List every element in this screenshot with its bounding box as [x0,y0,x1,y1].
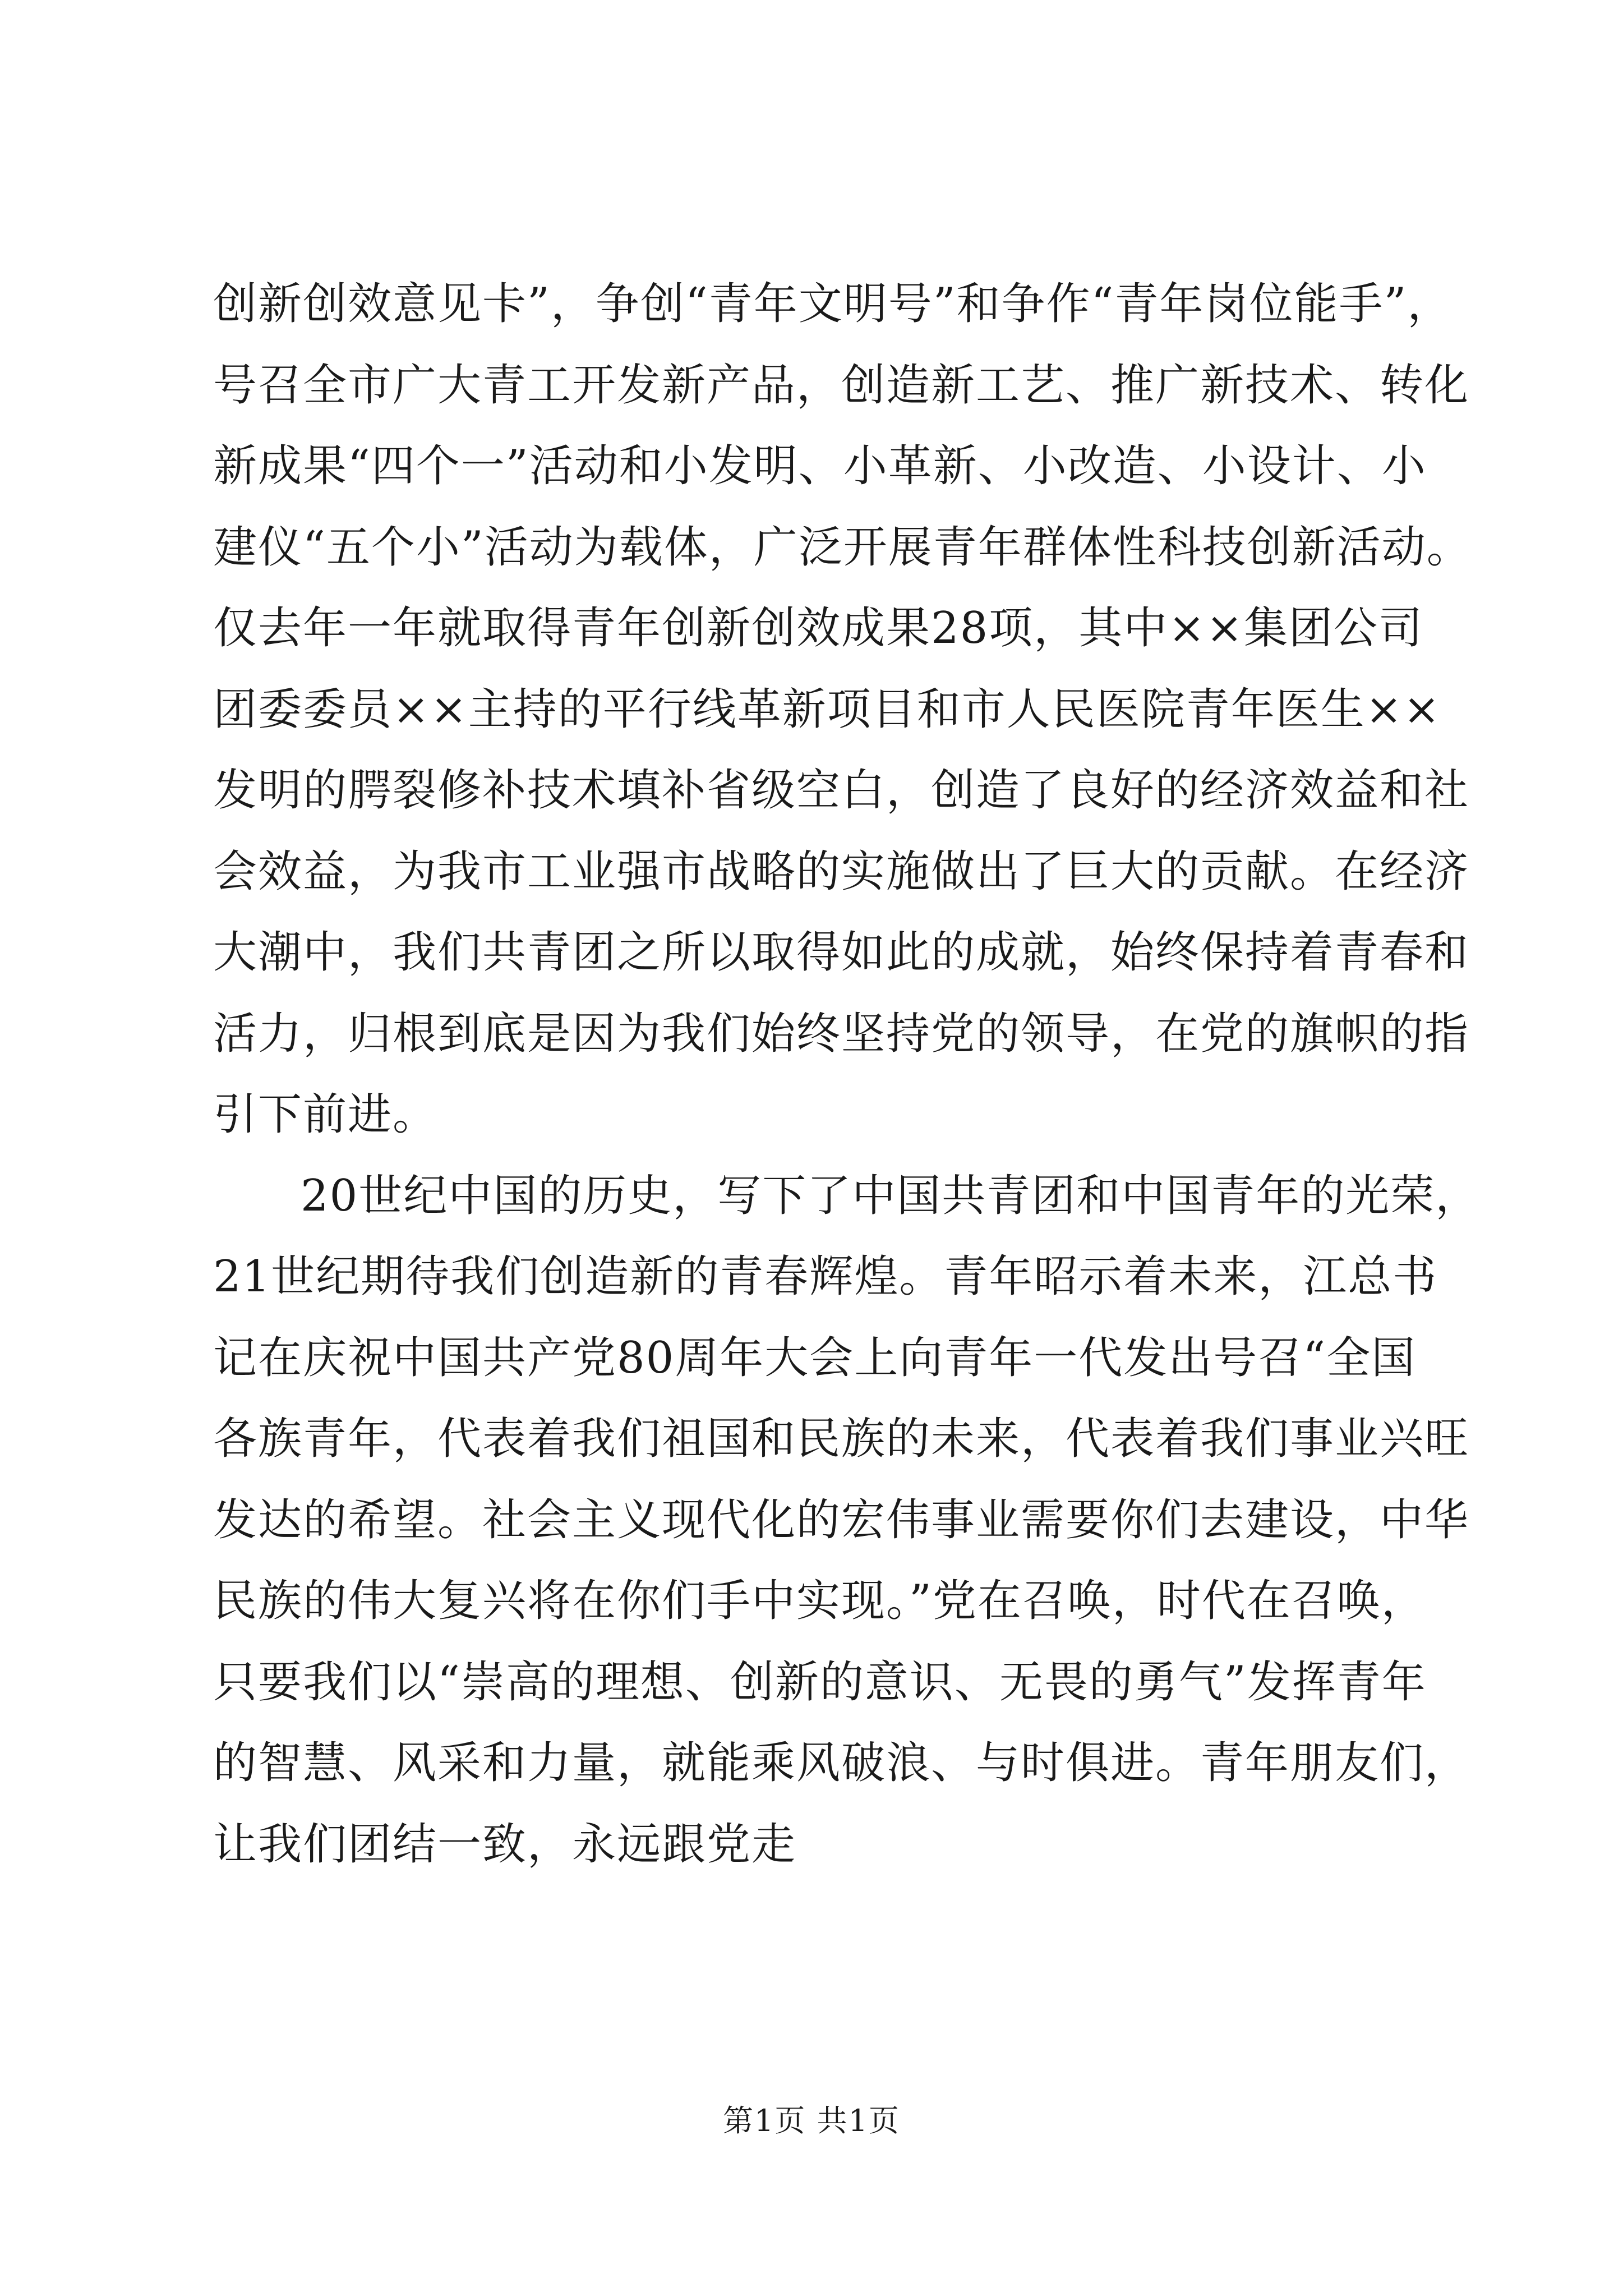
text-line: 让我们团结一致，永远跟党走 [213,1819,797,1870]
text-line: 号召全市广大青工开发新产品，创造新工艺、推广新技术、转化 [213,360,1470,411]
text-line: 发达的希望。社会主义现代化的宏伟事业需要你们去建设，中华 [213,1494,1470,1545]
text-line: 发明的腭裂修补技术填补省级空白，创造了良好的经济效益和社 [213,765,1470,816]
text-line: 大潮中，我们共青团之所以取得如此的成就，始终保持着青春和 [213,927,1470,978]
text-line: 会效益，为我市工业强市战略的实施做出了巨大的贡献。在经济 [213,846,1470,897]
text-line: 引下前进。 [213,1089,438,1140]
text-line: 只要我们以“崇高的理想、创新的意识、无畏的勇气”发挥青年 [213,1657,1427,1708]
text-line: 的智慧、风采和力量，就能乘风破浪、与时俱进。青年朋友们， [213,1738,1470,1788]
text-line: 活力，归根到底是因为我们始终坚持党的领导，在党的旗帜的指 [213,1008,1470,1059]
text-line: 创新创效意见卡”，争创“青年文明号”和争作“青年岗位能手”， [213,279,1453,329]
text-line: 20世纪中国的历史，写下了中国共青团和中国青年的光荣， [301,1170,1481,1221]
paragraph-1 [213,264,1472,1156]
text-line: 仅去年一年就取得青年创新创效成果28项，其中××集团公司 [213,603,1423,654]
text-line: 各族青年，代表着我们祖国和民族的未来，代表着我们事业兴旺 [213,1414,1470,1464]
text-line: 新成果“四个一”活动和小发明、小革新、小改造、小设计、小 [213,441,1427,491]
document-body [213,264,1481,1885]
text-line: 民族的伟大复兴将在你们手中实现。”党在召唤，时代在召唤， [213,1576,1426,1626]
text-line: 21世纪期待我们创造新的青春辉煌。青年昭示着未来，江总书 [213,1251,1438,1302]
page-number-footer: 第1页 共1页 [723,2103,900,2138]
text-line: 建仪“五个小”活动为载体，广泛开展青年群体性科技创新活动。 [213,522,1472,573]
paragraph-2 [213,1156,1481,1885]
text-line: 记在庆祝中国共产党80周年大会上向青年一代发出号召“全国 [213,1332,1417,1383]
text-line: 团委委员××主持的平行线革新项目和市人民医院青年医生×× [213,684,1441,735]
